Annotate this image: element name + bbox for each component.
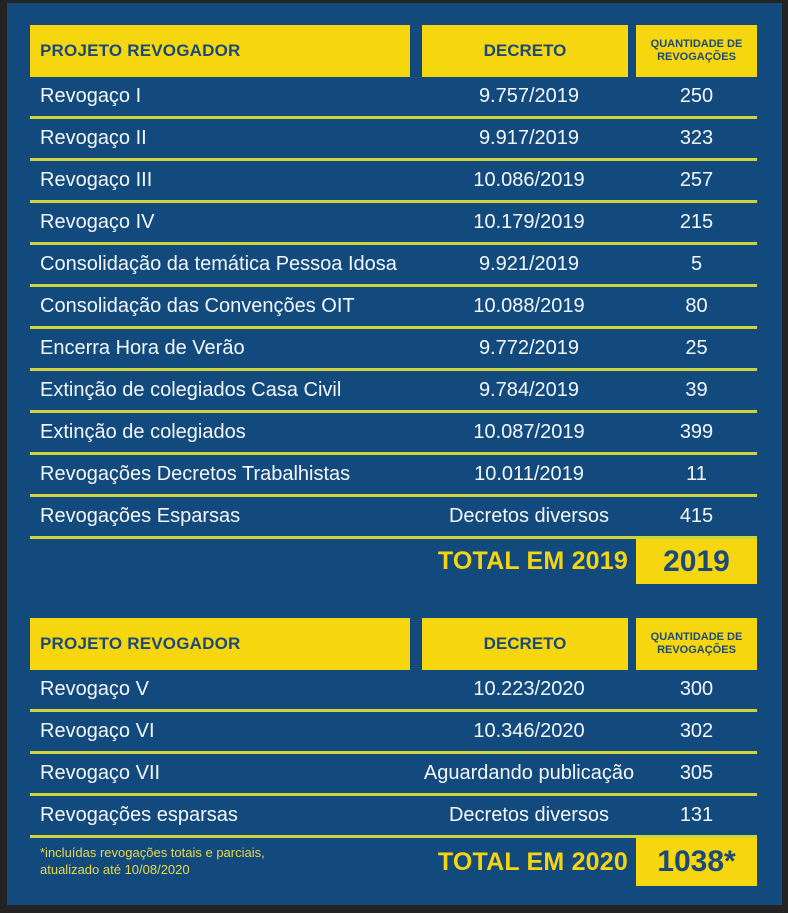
decree-cell: 10.223/2020 xyxy=(473,678,585,700)
table-row xyxy=(30,670,757,712)
footnote xyxy=(30,838,422,886)
table-2020-header xyxy=(30,618,757,670)
project-cell: Revogaço V xyxy=(40,678,149,700)
table-row xyxy=(30,754,757,796)
total-row-2020 xyxy=(30,838,757,886)
decree-cell: 10.087/2019 xyxy=(473,421,585,443)
count-cell: 5 xyxy=(690,253,703,275)
count-cell: 80 xyxy=(685,295,708,317)
col-header-decreto: DECRETO xyxy=(422,25,628,77)
decree-cell: 10.011/2019 xyxy=(474,463,584,485)
project-cell: Revogaço II xyxy=(40,127,147,149)
table-row xyxy=(30,329,757,371)
count-cell: 250 xyxy=(679,85,714,107)
decree-cell: 9.757/2019 xyxy=(478,85,580,107)
table-row xyxy=(30,287,757,329)
count-cell: 257 xyxy=(679,169,714,191)
count-cell: 39 xyxy=(685,379,708,401)
count-cell: 131 xyxy=(679,804,714,826)
project-cell: Consolidação da temática Pessoa Idosa xyxy=(40,253,397,275)
table-row xyxy=(30,712,757,754)
total-2019-label: TOTAL EM 2019 xyxy=(437,547,628,575)
total-2019-value: 2019 xyxy=(636,539,757,584)
col-header-projeto-revogador: PROJETO REVOGADOR xyxy=(30,618,410,670)
count-cell: 302 xyxy=(679,720,714,742)
decree-cell: 9.772/2019 xyxy=(478,337,580,359)
project-cell: Revogações esparsas xyxy=(40,804,238,826)
tables-gap xyxy=(30,584,757,618)
table-row xyxy=(30,77,757,119)
total-row-2019 xyxy=(30,539,757,584)
col-header-quantidade: QUANTIDADE DE REVOGAÇÕES xyxy=(636,25,757,77)
decree-cell: Decretos diversos xyxy=(448,505,610,527)
col-header-quantidade: QUANTIDADE DE REVOGAÇÕES xyxy=(636,618,757,670)
project-cell: Encerra Hora de Verão xyxy=(40,337,245,359)
decree-cell: Aguardando publicação xyxy=(423,762,635,784)
project-cell: Revogaço IV xyxy=(40,211,155,233)
count-cell: 215 xyxy=(679,211,714,233)
count-cell: 415 xyxy=(679,505,714,527)
count-cell: 300 xyxy=(679,678,714,700)
decree-cell: Decretos diversos xyxy=(448,804,610,826)
table-row xyxy=(30,203,757,245)
table-row xyxy=(30,413,757,455)
table-row xyxy=(30,245,757,287)
table-2020-body xyxy=(30,670,757,838)
footnote-line-2: atualizado até 10/08/2020 xyxy=(40,862,190,877)
table-row xyxy=(30,161,757,203)
table-row xyxy=(30,371,757,413)
project-cell: Revogaço VII xyxy=(40,762,161,784)
count-cell: 323 xyxy=(679,127,714,149)
count-cell: 25 xyxy=(685,337,708,359)
table-2019 xyxy=(30,25,757,584)
project-cell: Extinção de colegiados Casa Civil xyxy=(40,379,342,401)
table-row xyxy=(30,455,757,497)
table-row xyxy=(30,796,757,838)
project-cell: Revogaço III xyxy=(40,169,153,191)
decree-cell: 10.086/2019 xyxy=(473,169,585,191)
table-2019-header xyxy=(30,25,757,77)
project-cell: Consolidação das Convenções OIT xyxy=(40,295,355,317)
decree-cell: 10.088/2019 xyxy=(473,295,585,317)
decree-cell: 9.921/2019 xyxy=(478,253,580,275)
total-2020-label: TOTAL EM 2020 xyxy=(437,847,628,876)
table-2020 xyxy=(30,618,757,886)
count-cell: 305 xyxy=(679,762,714,784)
count-cell: 11 xyxy=(686,463,707,485)
decree-cell: 9.784/2019 xyxy=(478,379,580,401)
decree-cell: 10.179/2019 xyxy=(473,211,585,233)
table-row xyxy=(30,497,757,539)
decree-cell: 10.346/2020 xyxy=(473,720,585,742)
col-header-decreto: DECRETO xyxy=(422,618,628,670)
col-header-projeto-revogador: PROJETO REVOGADOR xyxy=(30,25,410,77)
table-row xyxy=(30,119,757,161)
footnote-line-1: *incluídas revogações totais e parciais, xyxy=(40,845,265,861)
table-2019-body xyxy=(30,77,757,539)
total-2020-value: 1038* xyxy=(636,838,757,886)
project-cell: Revogaço VI xyxy=(40,720,155,742)
project-cell: Revogaço I xyxy=(40,85,142,107)
decree-cell: 9.917/2019 xyxy=(478,127,580,149)
project-cell: Revogações Decretos Trabalhistas xyxy=(40,463,351,485)
project-cell: Extinção de colegiados xyxy=(40,421,246,443)
project-cell: Revogações Esparsas xyxy=(40,505,241,527)
count-cell: 399 xyxy=(679,421,714,443)
